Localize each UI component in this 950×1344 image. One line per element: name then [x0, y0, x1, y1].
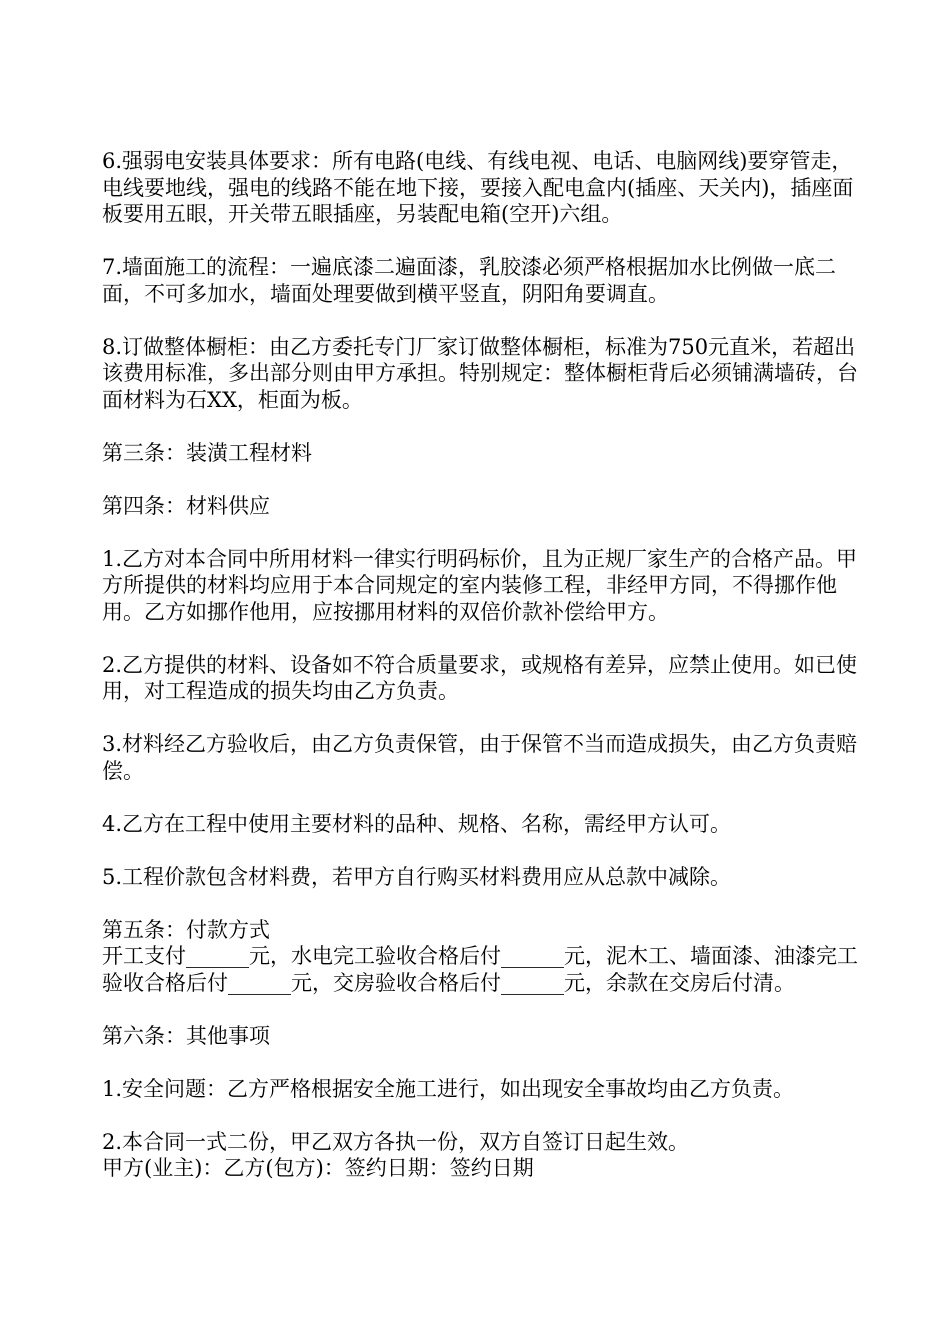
supply-item-4: 4.乙方在工程中使用主要材料的品种、规格、名称，需经甲方认可。: [102, 811, 732, 836]
clause-8-cabinets: 8.订做整体橱柜：由乙方委托专门厂家订做整体橱柜，标准为750元直米，若超出该费用标准，多出部分则由甲方承担。特别规定：整体橱柜背后必须铺满墙砖，台面材料为石XX，柜面为板。: [102, 334, 858, 412]
payment-terms: 开工支付______元，水电完工验收合格后付______元，泥木工、墙面漆、油漆完工验收合格后付______元，交房验收合格后付______元，余款在交房后付清。: [102, 944, 858, 995]
supply-item-5: 5.工程价款包含材料费，若甲方自行购买材料费用应从总款中减除。: [102, 864, 732, 889]
supply-item-2: 2.乙方提供的材料、设备如不符合质量要求，或规格有差异，应禁止使用。如已使用，对工程造成的损失均由乙方负责。: [102, 652, 858, 703]
other-item-1: 1.安全问题：乙方严格根据安全施工进行，如出现安全事故均由乙方负责。: [102, 1076, 795, 1101]
other-item-2: 2.本合同一式二份，甲乙双方各执一份，双方自签订日起生效。: [102, 1129, 690, 1154]
article-3-heading: 第三条：装潢工程材料: [102, 440, 312, 465]
article-5-heading: 第五条：付款方式: [102, 917, 270, 942]
supply-item-3: 3.材料经乙方验收后，由乙方负责保管，由于保管不当而造成损失，由乙方负责赔偿。: [102, 732, 858, 783]
clause-7-wall-painting: 7.墙面施工的流程：一遍底漆二遍面漆，乳胶漆必须严格根据加水比例做一底二面，不可多加水，墙面处理要做到横平竖直，阴阳角要调直。: [102, 255, 837, 306]
article-4-heading: 第四条：材料供应: [102, 493, 270, 518]
document-page: [102, 148, 862, 1182]
signature-line: 甲方(业主)：乙方(包方)：签约日期：签约日期: [102, 1156, 534, 1180]
supply-item-1: 1.乙方对本合同中所用材料一律实行明码标价，且为正规厂家生产的合格产品。甲方所提供的材料均应用于本合同规定的室内装修工程，非经甲方同，不得挪作他用。乙方如挪作他用，应按挪用材料的双倍价款补偿给甲方。: [102, 546, 858, 624]
clause-6-electrical: 6.强弱电安装具体要求：所有电路(电线、有线电视、电话、电脑网线)要穿管走，电线要地线，强电的线路不能在地下接，要接入配电盒内(插座、天关内)，插座面板要用五眼，开关带五眼插座，另装配电箱(空开)六组。: [102, 149, 854, 226]
article-6-heading: 第六条：其他事项: [102, 1023, 270, 1048]
